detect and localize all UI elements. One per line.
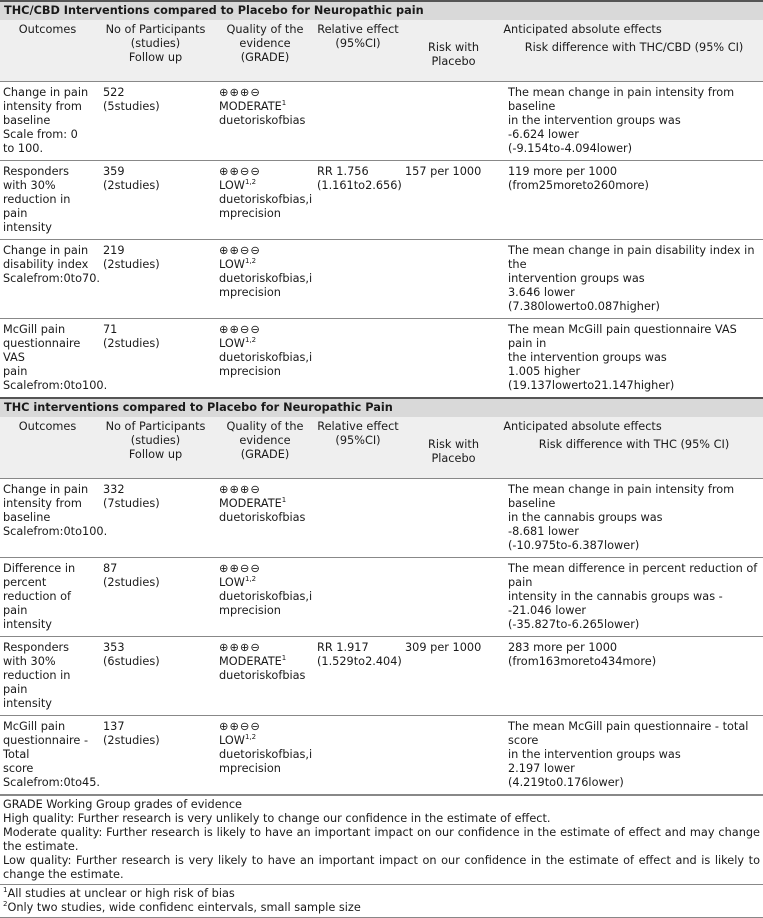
quality-cell bbox=[216, 479, 314, 558]
outcome-line: disability index bbox=[3, 258, 89, 271]
quality-cell bbox=[216, 82, 314, 161]
outcome-line: intensity bbox=[3, 221, 52, 234]
quality-level-line bbox=[219, 497, 311, 511]
relative-effect-cell bbox=[314, 479, 402, 558]
header-relative-effect bbox=[314, 20, 402, 82]
header-risk-placebo: Risk with Placebo bbox=[402, 41, 505, 82]
relative-effect-cell bbox=[314, 319, 402, 399]
outcome-line: reduction in pain bbox=[3, 669, 71, 696]
footnote-text: Only two studies, wide confidenc eintervals, small sample size bbox=[7, 901, 361, 914]
quality-cell bbox=[216, 716, 314, 795]
quality-cell bbox=[216, 558, 314, 637]
participants-cell bbox=[95, 240, 216, 319]
participants-line: 332 bbox=[103, 483, 125, 496]
participants-line: 87 bbox=[103, 562, 118, 575]
header-line: Relative effect bbox=[317, 23, 399, 36]
grade-legend bbox=[0, 795, 763, 882]
quality-footnote-mark: 1 bbox=[281, 654, 287, 663]
table-row bbox=[0, 716, 763, 795]
outcome-line: Change in pain bbox=[3, 483, 89, 496]
quality-reason: mprecision bbox=[219, 286, 281, 299]
table-row bbox=[0, 161, 763, 240]
participants-line: (2studies) bbox=[103, 576, 160, 589]
quality-footnote-mark: 1,2 bbox=[244, 575, 257, 584]
risk-difference-cell bbox=[505, 716, 763, 795]
quality-level: LOW bbox=[219, 576, 245, 589]
grade-symbols: ⊕⊕⊕⊖ bbox=[219, 86, 261, 99]
participants-line: (5studies) bbox=[103, 100, 160, 113]
risk-difference-line: 119 more per 1000 bbox=[508, 165, 618, 178]
quality-level: MODERATE bbox=[219, 497, 282, 510]
risk-difference-line: (4.219to0.176lower) bbox=[508, 776, 624, 789]
outcome-cell bbox=[0, 161, 95, 240]
quality-reason: mprecision bbox=[219, 365, 281, 378]
outcome-line: Scalefrom:0to70. bbox=[3, 272, 100, 285]
participants-line: (2studies) bbox=[103, 337, 160, 350]
quality-level-line bbox=[219, 576, 311, 590]
outcome-line: McGill pain bbox=[3, 323, 66, 336]
header-line: (95%CI) bbox=[335, 434, 381, 447]
section-title-row bbox=[0, 1, 763, 20]
outcome-line: Change in pain bbox=[3, 86, 89, 99]
outcome-cell bbox=[0, 716, 100, 795]
outcome-cell bbox=[0, 319, 108, 399]
quality-reason: duetoriskofbias,i bbox=[219, 748, 313, 761]
participants-cell bbox=[95, 637, 216, 716]
outcome-line: Scalefrom:0to45. bbox=[3, 776, 100, 789]
risk-difference-line: The mean change in pain disability index in the bbox=[508, 244, 755, 271]
header-quality bbox=[216, 417, 314, 479]
table-row bbox=[0, 637, 763, 716]
header-outcomes: Outcomes bbox=[0, 417, 95, 479]
quality-cell bbox=[216, 240, 314, 319]
quality-reason: duetoriskofbias bbox=[219, 511, 306, 524]
header-line: No of Participants bbox=[105, 23, 206, 36]
outcome-cell bbox=[0, 479, 108, 558]
relative-effect-cell bbox=[314, 240, 402, 319]
participants-line: (6studies) bbox=[103, 655, 160, 668]
table-row bbox=[0, 82, 763, 161]
outcome-line: intensity bbox=[3, 618, 52, 631]
risk-difference-line: The mean McGill pain questionnaire VAS pain in bbox=[508, 323, 737, 350]
risk-difference-line: The mean difference in percent reduction of pain bbox=[508, 562, 758, 589]
quality-level-line bbox=[219, 258, 311, 272]
table-row bbox=[0, 558, 763, 637]
participants-cell bbox=[95, 716, 216, 795]
relative-effect-cell bbox=[314, 82, 402, 161]
grade-symbols: ⊕⊕⊕⊖ bbox=[219, 483, 261, 496]
risk-difference-cell bbox=[505, 240, 763, 319]
table-row bbox=[0, 479, 763, 558]
risk-difference-line: in the intervention groups was bbox=[508, 114, 681, 127]
header-participants bbox=[95, 20, 216, 82]
quality-level-line bbox=[219, 100, 311, 114]
participants-line: 137 bbox=[103, 720, 125, 733]
quality-level: MODERATE bbox=[219, 655, 282, 668]
risk-difference-cell bbox=[505, 558, 763, 637]
header-line: evidence bbox=[239, 434, 291, 447]
header-risk-placebo: Risk with Placebo bbox=[402, 438, 505, 479]
footnote-text: All studies at unclear or high risk of bias bbox=[7, 887, 235, 900]
risk-difference-cell bbox=[505, 479, 763, 558]
risk-difference-cell bbox=[505, 82, 763, 161]
participants-line: 71 bbox=[103, 323, 118, 336]
outcome-line: Difference in percent bbox=[3, 562, 76, 589]
grade-symbols: ⊕⊕⊖⊖ bbox=[219, 244, 261, 257]
participants-line: 219 bbox=[103, 244, 125, 257]
participants-cell bbox=[95, 479, 216, 558]
quality-level-line bbox=[219, 337, 311, 351]
participants-cell bbox=[95, 558, 216, 637]
table-row bbox=[0, 240, 763, 319]
grade-symbols: ⊕⊕⊖⊖ bbox=[219, 323, 261, 336]
quality-footnote-mark: 1,2 bbox=[244, 257, 257, 266]
relative-effect-cell bbox=[314, 558, 402, 637]
header-row bbox=[0, 417, 763, 438]
risk-difference-line: (7.380lowerto0.087higher) bbox=[508, 300, 660, 313]
risk-difference-line: (-9.154to-4.094lower) bbox=[508, 142, 633, 155]
risk-difference-line: the intervention groups was bbox=[508, 351, 667, 364]
outcome-line: reduction of pain bbox=[3, 590, 72, 617]
risk-placebo-cell bbox=[402, 479, 505, 558]
grade-symbols: ⊕⊕⊖⊖ bbox=[219, 562, 261, 575]
risk-placebo-cell bbox=[402, 716, 505, 795]
header-line: Follow up bbox=[128, 51, 183, 64]
header-risk-difference: Risk difference with THC/CBD (95% CI) bbox=[505, 41, 763, 82]
participants-line: 359 bbox=[103, 165, 125, 178]
quality-reason: duetoriskofbias,i bbox=[219, 272, 313, 285]
quality-reason: duetoriskofbias,i bbox=[219, 193, 313, 206]
outcome-line: Responders with 30% bbox=[3, 641, 70, 668]
outcome-line: Scalefrom:0to100. bbox=[3, 525, 108, 538]
quality-reason: mprecision bbox=[219, 762, 281, 775]
footnote-2 bbox=[3, 901, 760, 915]
outcome-line: score bbox=[3, 762, 34, 775]
quality-footnote-mark: 1,2 bbox=[244, 733, 257, 742]
participants-line: (2studies) bbox=[103, 258, 160, 271]
participants-cell bbox=[95, 319, 216, 399]
header-line: Quality of the bbox=[226, 23, 304, 36]
risk-difference-line: (19.137lowerto21.147higher) bbox=[508, 379, 675, 392]
footnotes bbox=[0, 884, 763, 918]
participants-cell bbox=[95, 161, 216, 240]
table-row bbox=[0, 319, 763, 399]
quality-level-line bbox=[219, 179, 311, 193]
risk-difference-line: The mean change in pain intensity from baseline bbox=[508, 483, 735, 510]
outcome-line: McGill pain bbox=[3, 720, 66, 733]
outcome-line: questionnaire - Total bbox=[3, 734, 89, 761]
quality-footnote-mark: 1,2 bbox=[244, 336, 257, 345]
grade-low: Low quality: Further research is very likely to have an important impact on our confidence in the estimate of effect and is likely to change the estimate. bbox=[3, 854, 760, 881]
risk-placebo-cell bbox=[402, 319, 505, 399]
outcome-cell bbox=[0, 240, 100, 319]
risk-placebo-cell bbox=[402, 558, 505, 637]
outcome-line: Change in pain bbox=[3, 244, 89, 257]
risk-difference-line: 3.646 lower bbox=[508, 286, 575, 299]
risk-difference-line: (-35.827to-6.265lower) bbox=[508, 618, 640, 631]
quality-reason: duetoriskofbias,i bbox=[219, 590, 313, 603]
header-line: (studies) bbox=[130, 434, 181, 447]
grade-symbols: ⊕⊕⊖⊖ bbox=[219, 720, 261, 733]
risk-placebo-cell bbox=[402, 240, 505, 319]
header-risk-difference: Risk difference with THC (95% CI) bbox=[505, 438, 763, 479]
footnote-mark: 2 bbox=[3, 900, 8, 909]
quality-footnote-mark: 1 bbox=[281, 496, 287, 505]
relative-effect-cell bbox=[314, 161, 402, 240]
header-line: (GRADE) bbox=[240, 51, 290, 64]
relative-effect-cell bbox=[314, 637, 402, 716]
participants-line: 353 bbox=[103, 641, 125, 654]
quality-reason: duetoriskofbias bbox=[219, 669, 306, 682]
risk-difference-line: in the intervention groups was bbox=[508, 748, 681, 761]
header-line: No of Participants bbox=[105, 420, 206, 433]
quality-level: LOW bbox=[219, 337, 245, 350]
quality-reason: duetoriskofbias bbox=[219, 114, 306, 127]
quality-level-line bbox=[219, 734, 311, 748]
quality-level: MODERATE bbox=[219, 100, 282, 113]
grade-symbols: ⊕⊕⊖⊖ bbox=[219, 165, 261, 178]
risk-difference-line: -8.681 lower bbox=[508, 525, 579, 538]
header-line: (95%CI) bbox=[335, 37, 381, 50]
header-row bbox=[0, 20, 763, 41]
risk-difference-cell bbox=[505, 161, 763, 240]
header-anticipated: Anticipated absolute effects bbox=[402, 20, 763, 41]
quality-level: LOW bbox=[219, 179, 245, 192]
outcome-line: intensity from baseline bbox=[3, 497, 82, 524]
risk-placebo-cell: 309 per 1000 bbox=[402, 637, 505, 716]
risk-difference-line: intensity in the cannabis groups was --21.046 lower bbox=[508, 590, 723, 617]
risk-difference-line: -6.624 lower bbox=[508, 128, 579, 141]
participants-line: (2studies) bbox=[103, 734, 160, 747]
section-title-row bbox=[0, 398, 763, 417]
outcome-cell bbox=[0, 637, 95, 716]
risk-difference-line: (from25moreto260more) bbox=[508, 179, 649, 192]
section-title: THC interventions compared to Placebo for Neuropathic Pain bbox=[0, 398, 763, 417]
outcome-line: reduction in pain bbox=[3, 193, 71, 220]
footnote-1 bbox=[3, 887, 760, 901]
quality-cell bbox=[216, 161, 314, 240]
grade-title: GRADE Working Group grades of evidence bbox=[3, 798, 242, 811]
header-line: Follow up bbox=[128, 448, 183, 461]
risk-difference-line: in the cannabis groups was bbox=[508, 511, 663, 524]
risk-difference-cell bbox=[505, 637, 763, 716]
risk-placebo-cell: 157 per 1000 bbox=[402, 161, 505, 240]
risk-difference-line: The mean change in pain intensity from baseline bbox=[508, 86, 735, 113]
header-line: (GRADE) bbox=[240, 448, 290, 461]
risk-difference-cell bbox=[505, 319, 763, 399]
relative-effect-cell bbox=[314, 716, 402, 795]
participants-cell bbox=[95, 82, 216, 161]
risk-placebo-cell bbox=[402, 82, 505, 161]
header-line: evidence bbox=[239, 37, 291, 50]
risk-difference-line: intervention groups was bbox=[508, 272, 645, 285]
header-participants bbox=[95, 417, 216, 479]
grade-moderate: Moderate quality: Further research is likely to have an important impact on our confidence in the estimate of effect and may change the estimate. bbox=[3, 826, 760, 853]
participants-line: (2studies) bbox=[103, 179, 160, 192]
outcome-line: Scale from: 0 to 100. bbox=[3, 128, 78, 155]
quality-level: LOW bbox=[219, 734, 245, 747]
section-title: THC/CBD Interventions compared to Placebo for Neuropathic pain bbox=[0, 1, 763, 20]
header-outcomes: Outcomes bbox=[0, 20, 95, 82]
outcome-cell bbox=[0, 82, 95, 161]
risk-difference-line: 283 more per 1000 bbox=[508, 641, 618, 654]
quality-footnote-mark: 1,2 bbox=[244, 178, 257, 187]
risk-difference-line: 2.197 lower bbox=[508, 762, 575, 775]
relative-effect-line: RR 1.756 bbox=[317, 165, 369, 178]
quality-level-line bbox=[219, 655, 311, 669]
quality-cell bbox=[216, 319, 314, 399]
quality-reason: mprecision bbox=[219, 604, 281, 617]
outcome-line: questionnaire VAS bbox=[3, 337, 81, 364]
outcome-line: Scalefrom:0to100. bbox=[3, 379, 108, 392]
outcome-line: intensity from baseline bbox=[3, 100, 82, 127]
outcome-cell bbox=[0, 558, 95, 637]
risk-difference-line: 1.005 higher bbox=[508, 365, 581, 378]
quality-footnote-mark: 1 bbox=[281, 99, 287, 108]
relative-effect-line: (1.529to2.404) bbox=[317, 655, 402, 668]
footnote-mark: 1 bbox=[3, 886, 8, 895]
header-relative-effect bbox=[314, 417, 402, 479]
participants-line: (7studies) bbox=[103, 497, 160, 510]
header-line: (studies) bbox=[130, 37, 181, 50]
outcome-line: Responders with 30% bbox=[3, 165, 70, 192]
outcome-line: intensity bbox=[3, 697, 52, 710]
grade-high: High quality: Further research is very unlikely to change our confidence in the estimate of effect. bbox=[3, 812, 551, 825]
risk-difference-line: (-10.975to-6.387lower) bbox=[508, 539, 640, 552]
relative-effect-line: RR 1.917 bbox=[317, 641, 369, 654]
header-quality bbox=[216, 20, 314, 82]
participants-line: 522 bbox=[103, 86, 125, 99]
header-anticipated: Anticipated absolute effects bbox=[402, 417, 763, 438]
relative-effect-line: (1.161to2.656) bbox=[317, 179, 402, 192]
risk-difference-line: The mean McGill pain questionnaire - total score bbox=[508, 720, 749, 747]
outcome-line: pain bbox=[3, 365, 28, 378]
quality-reason: mprecision bbox=[219, 207, 281, 220]
quality-level: LOW bbox=[219, 258, 245, 271]
header-line: Relative effect bbox=[317, 420, 399, 433]
grade-symbols: ⊕⊕⊕⊖ bbox=[219, 641, 261, 654]
quality-cell bbox=[216, 637, 314, 716]
risk-difference-line: (from163moreto434more) bbox=[508, 655, 657, 668]
quality-reason: duetoriskofbias,i bbox=[219, 351, 313, 364]
header-line: Quality of the bbox=[226, 420, 304, 433]
